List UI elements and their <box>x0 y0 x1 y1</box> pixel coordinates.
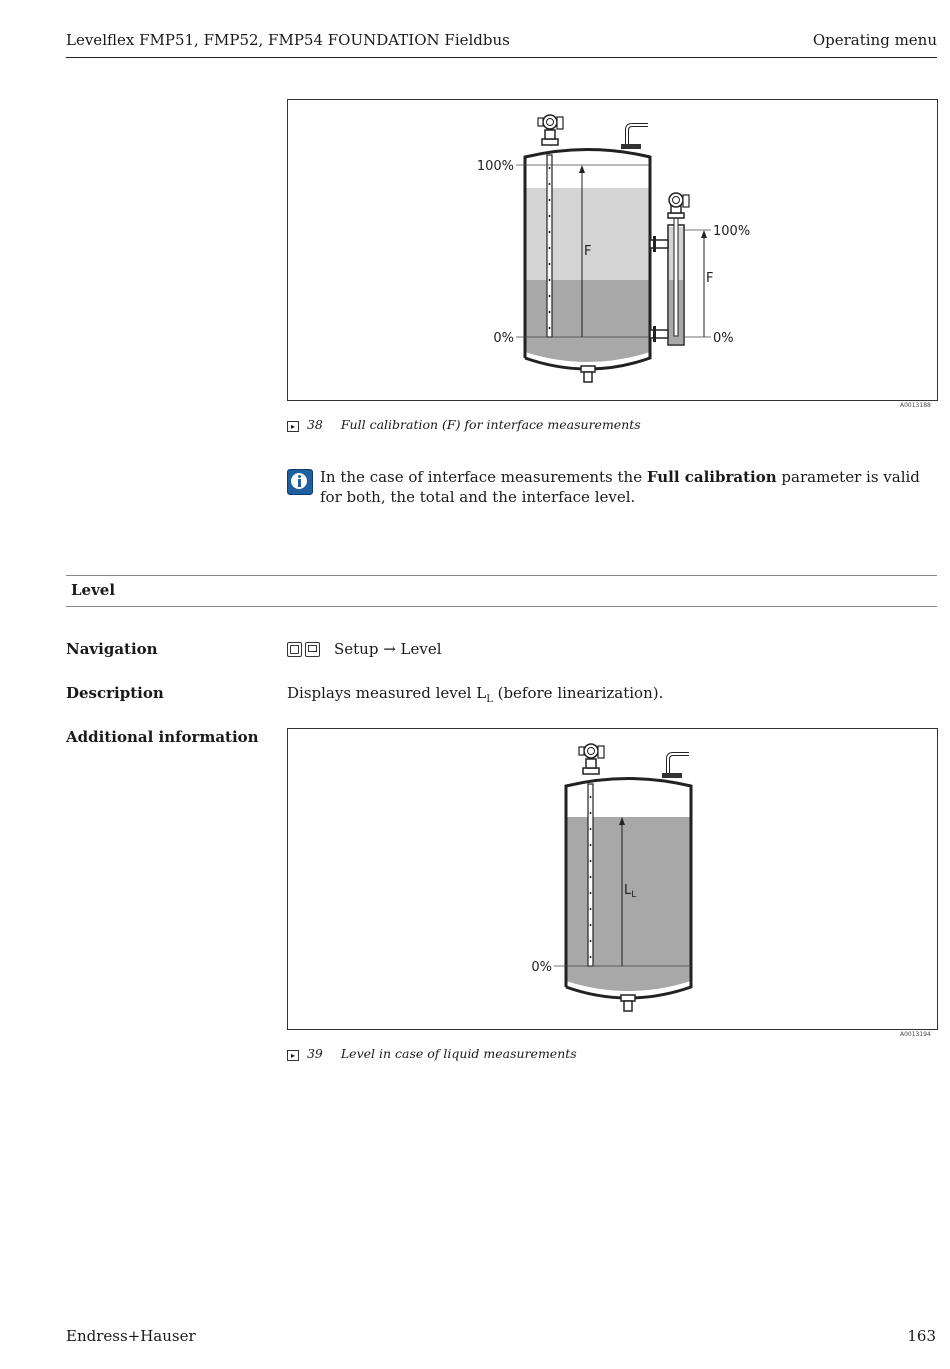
display-icon <box>305 642 320 657</box>
section-bottom-rule <box>66 606 937 607</box>
figure-icon: ▸ <box>287 1050 299 1061</box>
figure-38-id: A0013188 <box>900 402 931 409</box>
tank-transmitter-head <box>543 115 557 129</box>
figure-39-frame <box>287 728 938 1030</box>
figure-39-diagram <box>288 729 937 1029</box>
zero-label: 0% <box>531 960 552 975</box>
description-label: Description <box>66 684 164 702</box>
additional-info-label: Additional information <box>66 728 259 746</box>
liquid <box>566 817 691 991</box>
bypass-f-label: F <box>706 271 714 286</box>
figure-38-caption-text: Full calibration (F) for interface measurements <box>340 417 641 432</box>
figure-38-number: 38 <box>306 417 323 432</box>
header-title: Levelflex FMP51, FMP52, FMP54 FOUNDATION Fieldbus <box>66 31 510 49</box>
figure-39-caption <box>287 1046 887 1061</box>
bypass-transmitter-head <box>669 193 683 207</box>
transmitter-head <box>584 744 598 758</box>
bottom-nozzle <box>621 995 635 1001</box>
tank-f-label: F <box>584 244 592 259</box>
bypass-lower-connection <box>650 330 668 338</box>
bypass-100-label: 100% <box>713 224 751 239</box>
navigation-label: Navigation <box>66 640 158 658</box>
figure-38-caption <box>287 417 887 432</box>
keypad-icon <box>287 642 302 657</box>
bypass-0-label: 0% <box>713 331 734 346</box>
vent-pipe <box>668 754 689 773</box>
figure-38-frame <box>287 99 938 401</box>
section-top-rule <box>66 575 937 576</box>
bypass-probe <box>674 218 678 336</box>
page-number: 163 <box>907 1327 936 1345</box>
bypass-upper-connection <box>650 240 668 248</box>
figure-39-number: 39 <box>306 1046 323 1061</box>
tank-0-label: 0% <box>493 331 514 346</box>
info-icon <box>287 469 313 495</box>
upper-liquid-layer <box>525 188 650 280</box>
header-divider <box>66 57 937 58</box>
lower-liquid-layer <box>525 280 650 362</box>
section-title: Level <box>71 581 116 599</box>
header-section: Operating menu <box>812 31 937 49</box>
vent-flange <box>662 773 682 778</box>
footer-brand: Endress+Hauser <box>66 1327 196 1345</box>
bottom-nozzle <box>581 366 595 372</box>
figure-39-caption-text: Level in case of liquid measurements <box>340 1046 577 1061</box>
figure-38-diagram <box>288 100 937 400</box>
probe <box>588 784 593 966</box>
note-bold-term: Full calibration <box>646 468 777 486</box>
tank-100-label: 100% <box>476 159 514 174</box>
figure-39-id: A0013194 <box>900 1031 931 1038</box>
tank-transmitter-flange <box>542 139 558 145</box>
navigation-path: Setup → Level <box>334 640 442 658</box>
info-note: In the case of interface measurements the Full calibration parameter is valid for both, the total and the interface level. <box>320 468 920 506</box>
level-label: $L_L$ <box>624 883 637 900</box>
tank-probe <box>547 155 552 337</box>
vent-flange <box>621 144 641 149</box>
vent-pipe <box>627 125 648 144</box>
figure-icon: ▸ <box>287 421 299 432</box>
description-text: Displays measured level $L_L$ (before linearization). <box>287 684 664 705</box>
transmitter-flange <box>583 768 599 774</box>
